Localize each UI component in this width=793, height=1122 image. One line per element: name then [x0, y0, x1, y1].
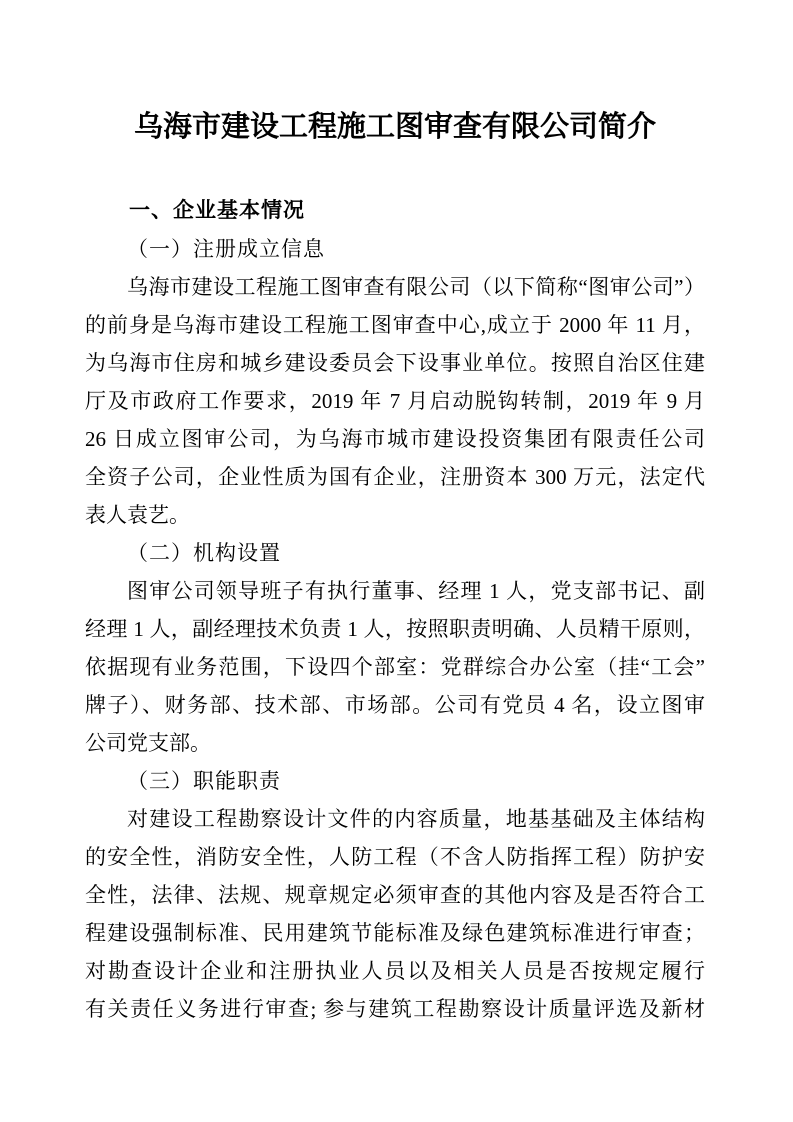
paragraph-line: 的安全性，消防安全性，人防工程（不含人防指挥工程）防护安 [85, 845, 705, 869]
subsection-heading-registration: （一）注册成立信息 [127, 237, 325, 261]
section-heading-basic-info: 一、企业基本情况 [129, 199, 305, 222]
paragraph-line: 的前身是乌海市建设工程施工图审查中心,成立于 2000 年 11 月， [85, 313, 705, 337]
paragraph-line: 依据现有业务范围，下设四个部室：党群综合办公室（挂“工会” [85, 655, 705, 679]
paragraph-line: 牌子）、财务部、技术部、市场部。公司有党员 4 名，设立图审 [85, 693, 705, 717]
paragraph-line: 26 日成立图审公司，为乌海市城市建设投资集团有限责任公司 [85, 427, 705, 451]
document-title: 乌海市建设工程施工图审查有限公司简介 [133, 111, 656, 143]
paragraph-line: 表人袁艺。 [85, 503, 190, 527]
subsection-heading-duties: （三）职能职责 [127, 769, 281, 793]
paragraph-line: 对建设工程勘察设计文件的内容质量，地基基础及主体结构 [127, 807, 705, 831]
paragraph-line: 程建设强制标准、民用建筑节能标准及绿色建筑标准进行审查； [85, 921, 705, 945]
paragraph-line: 对勘查设计企业和注册执业人员以及相关人员是否按规定履行 [85, 959, 705, 983]
subsection-heading-organization: （二）机构设置 [127, 541, 281, 565]
paragraph-line: 经理 1 人，副经理技术负责 1 人，按照职责明确、人员精干原则， [85, 617, 705, 641]
paragraph-line: 图审公司领导班子有执行董事、经理 1 人，党支部书记、副 [127, 579, 705, 603]
paragraph-line: 全资子公司，企业性质为国有企业，注册资本 300 万元，法定代 [85, 465, 705, 489]
paragraph-line: 为乌海市住房和城乡建设委员会下设事业单位。按照自治区住建 [85, 351, 705, 375]
document-body [85, 104, 705, 1028]
paragraph-line: 有关责任义务进行审查; 参与建筑工程勘察设计质量评选及新材 [85, 997, 705, 1021]
paragraph-line: 全性，法律、法规、规章规定必须审查的其他内容及是否符合工 [85, 883, 705, 907]
paragraph-line: 乌海市建设工程施工图审查有限公司（以下简称“图审公司”） [127, 275, 705, 299]
paragraph-line: 公司党支部。 [85, 731, 211, 755]
paragraph-line: 厅及市政府工作要求，2019 年 7 月启动脱钩转制，2019 年 9 月 [85, 389, 705, 413]
